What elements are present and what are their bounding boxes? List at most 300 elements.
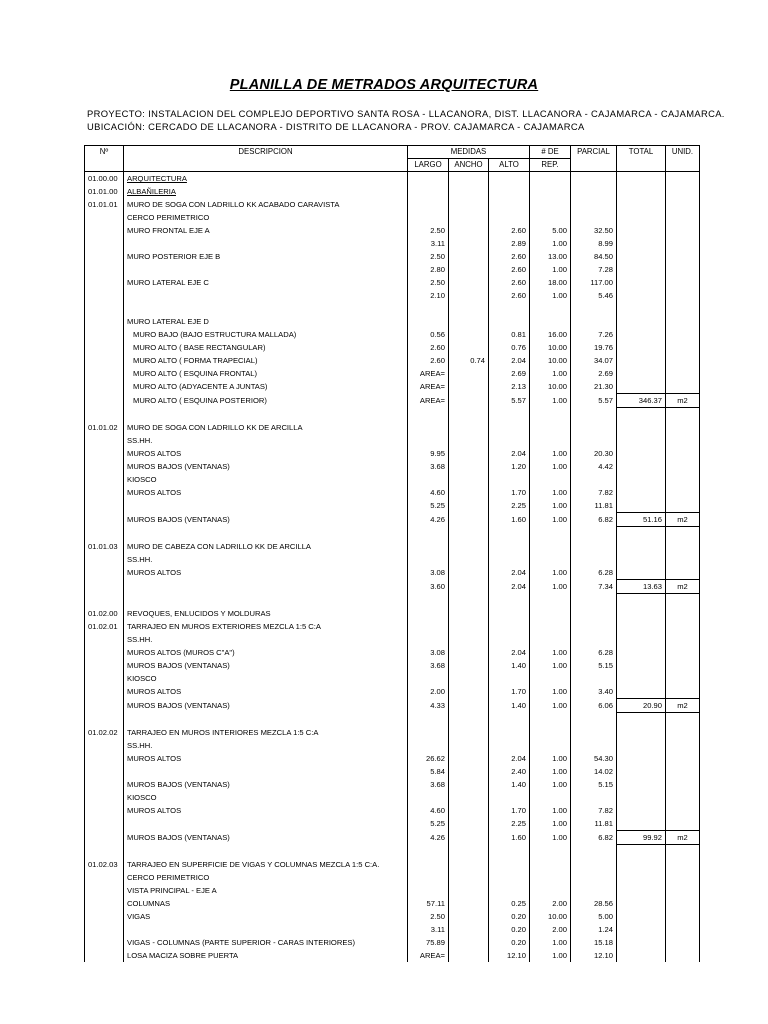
table-row bbox=[85, 486, 700, 499]
item-number bbox=[85, 936, 124, 949]
parcial-cell bbox=[571, 185, 617, 198]
largo-cell: 3.11 bbox=[408, 237, 449, 250]
description-cell: MUROS ALTOS bbox=[124, 566, 408, 580]
unid-cell bbox=[666, 765, 700, 778]
rep-cell: 2.00 bbox=[530, 923, 571, 936]
largo-cell: 9.95 bbox=[408, 447, 449, 460]
parcial-cell bbox=[571, 620, 617, 633]
table-row bbox=[85, 276, 700, 289]
parcial-cell: 12.10 bbox=[571, 949, 617, 962]
unid-cell bbox=[666, 884, 700, 897]
location-line: UBICACIÓN: CERCADO DE LLACANORA - DISTRITO DE LLACANORA - PROV. CAJAMARCA - CAJAMARCA bbox=[87, 121, 585, 132]
item-number bbox=[85, 884, 124, 897]
rep-cell bbox=[530, 845, 571, 859]
largo-cell: 2.50 bbox=[408, 276, 449, 289]
total-cell bbox=[617, 499, 666, 513]
largo-cell: 2.50 bbox=[408, 250, 449, 263]
parcial-cell: 117.00 bbox=[571, 276, 617, 289]
parcial-cell bbox=[571, 434, 617, 447]
ancho-cell bbox=[449, 699, 489, 713]
table-row bbox=[85, 646, 700, 659]
parcial-cell bbox=[571, 884, 617, 897]
alto-cell bbox=[489, 185, 530, 198]
largo-cell bbox=[408, 434, 449, 447]
total-cell bbox=[617, 804, 666, 817]
alto-cell bbox=[489, 633, 530, 646]
rep-cell: 10.00 bbox=[530, 380, 571, 394]
alto-cell bbox=[489, 858, 530, 871]
ancho-cell bbox=[449, 739, 489, 752]
description-cell: VISTA PRINCIPAL - EJE A bbox=[124, 884, 408, 897]
item-number bbox=[85, 394, 124, 408]
table-row bbox=[85, 394, 700, 408]
table-row bbox=[85, 752, 700, 765]
alto-cell: 2.60 bbox=[489, 224, 530, 237]
description-cell: MURO POSTERIOR EJE B bbox=[124, 250, 408, 263]
rep-cell bbox=[530, 434, 571, 447]
unid-cell bbox=[666, 778, 700, 791]
header-parcial: PARCIAL bbox=[571, 146, 617, 172]
table-row bbox=[85, 845, 700, 859]
table-row bbox=[85, 594, 700, 608]
ancho-cell bbox=[449, 408, 489, 422]
alto-cell bbox=[489, 607, 530, 620]
ancho-cell bbox=[449, 831, 489, 845]
total-cell bbox=[617, 817, 666, 831]
description-cell: MUROS ALTOS bbox=[124, 486, 408, 499]
parcial-cell: 11.81 bbox=[571, 817, 617, 831]
area-label: AREA= bbox=[408, 380, 449, 394]
table-row bbox=[85, 473, 700, 486]
description-cell: KIOSCO bbox=[124, 672, 408, 685]
table-row bbox=[85, 211, 700, 224]
rep-cell bbox=[530, 607, 571, 620]
table-row bbox=[85, 831, 700, 845]
item-number bbox=[85, 659, 124, 672]
description-cell: MUROS BAJOS (VENTANAS) bbox=[124, 513, 408, 527]
item-number: 01.02.02 bbox=[85, 726, 124, 739]
alto-cell bbox=[489, 726, 530, 739]
total-cell bbox=[617, 553, 666, 566]
largo-cell: 2.60 bbox=[408, 354, 449, 367]
description-cell: MURO ALTO ( BASE RECTANGULAR) bbox=[124, 341, 408, 354]
unid-cell bbox=[666, 659, 700, 672]
table-row bbox=[85, 421, 700, 434]
table-row bbox=[85, 499, 700, 513]
item-number bbox=[85, 328, 124, 341]
rep-cell: 1.00 bbox=[530, 778, 571, 791]
description-cell: MUROS BAJOS (VENTANAS) bbox=[124, 659, 408, 672]
alto-cell: 2.04 bbox=[489, 354, 530, 367]
parcial-cell: 14.02 bbox=[571, 765, 617, 778]
total-cell bbox=[617, 607, 666, 620]
item-number: 01.01.01 bbox=[85, 198, 124, 211]
unid-cell bbox=[666, 672, 700, 685]
alto-cell: 1.40 bbox=[489, 778, 530, 791]
item-number bbox=[85, 434, 124, 447]
rep-cell bbox=[530, 884, 571, 897]
largo-cell: 2.00 bbox=[408, 685, 449, 699]
rep-cell bbox=[530, 620, 571, 633]
total-cell bbox=[617, 620, 666, 633]
largo-cell: 5.25 bbox=[408, 499, 449, 513]
table-row bbox=[85, 237, 700, 250]
ancho-cell bbox=[449, 527, 489, 541]
unid-cell bbox=[666, 713, 700, 727]
table-row bbox=[85, 620, 700, 633]
ancho-cell bbox=[449, 594, 489, 608]
description-cell bbox=[124, 527, 408, 541]
table-row bbox=[85, 408, 700, 422]
table-row bbox=[85, 949, 700, 962]
alto-cell: 2.69 bbox=[489, 367, 530, 380]
table-row bbox=[85, 910, 700, 923]
largo-cell bbox=[408, 845, 449, 859]
parcial-cell bbox=[571, 607, 617, 620]
largo-cell: 0.56 bbox=[408, 328, 449, 341]
description-cell bbox=[124, 237, 408, 250]
description-cell bbox=[124, 845, 408, 859]
description-cell: MUROS BAJOS (VENTANAS) bbox=[124, 460, 408, 473]
description-cell: TARRAJEO EN MUROS INTERIORES MEZCLA 1:5 C:A bbox=[124, 726, 408, 739]
alto-cell bbox=[489, 672, 530, 685]
largo-cell: 5.25 bbox=[408, 817, 449, 831]
description-cell: ARQUITECTURA bbox=[124, 172, 408, 186]
total-cell bbox=[617, 778, 666, 791]
description-cell bbox=[124, 302, 408, 315]
parcial-cell bbox=[571, 172, 617, 186]
rep-cell: 1.00 bbox=[530, 936, 571, 949]
alto-cell bbox=[489, 594, 530, 608]
rep-cell: 18.00 bbox=[530, 276, 571, 289]
largo-cell bbox=[408, 884, 449, 897]
rep-cell bbox=[530, 739, 571, 752]
item-number bbox=[85, 845, 124, 859]
table-row bbox=[85, 566, 700, 580]
item-number bbox=[85, 315, 124, 328]
ancho-cell bbox=[449, 620, 489, 633]
unid-cell bbox=[666, 380, 700, 394]
ancho-cell bbox=[449, 607, 489, 620]
description-cell: MURO ALTO ( ESQUINA POSTERIOR) bbox=[124, 394, 408, 408]
table-row bbox=[85, 447, 700, 460]
table-row bbox=[85, 250, 700, 263]
table-row bbox=[85, 726, 700, 739]
rep-cell bbox=[530, 211, 571, 224]
total-cell bbox=[617, 185, 666, 198]
unid-cell bbox=[666, 447, 700, 460]
alto-cell: 2.60 bbox=[489, 276, 530, 289]
parcial-cell: 6.82 bbox=[571, 831, 617, 845]
item-number bbox=[85, 699, 124, 713]
description-cell: SS.HH. bbox=[124, 739, 408, 752]
total-cell bbox=[617, 845, 666, 859]
item-number bbox=[85, 871, 124, 884]
description-cell: LOSA MACIZA SOBRE PUERTA bbox=[124, 949, 408, 962]
total-cell bbox=[617, 198, 666, 211]
description-cell: KIOSCO bbox=[124, 791, 408, 804]
parcial-cell: 5.57 bbox=[571, 394, 617, 408]
largo-cell: 3.68 bbox=[408, 460, 449, 473]
largo-cell bbox=[408, 871, 449, 884]
total-cell bbox=[617, 380, 666, 394]
header-medidas: MEDIDAS bbox=[408, 146, 530, 159]
alto-cell: 0.76 bbox=[489, 341, 530, 354]
largo-cell bbox=[408, 726, 449, 739]
rep-cell bbox=[530, 594, 571, 608]
alto-cell: 2.60 bbox=[489, 289, 530, 302]
description-cell: MUROS BAJOS (VENTANAS) bbox=[124, 778, 408, 791]
total-cell bbox=[617, 211, 666, 224]
rep-cell: 2.00 bbox=[530, 897, 571, 910]
rep-cell bbox=[530, 302, 571, 315]
description-cell bbox=[124, 580, 408, 594]
total-cell bbox=[617, 540, 666, 553]
parcial-cell bbox=[571, 211, 617, 224]
unid-cell bbox=[666, 224, 700, 237]
parcial-cell bbox=[571, 198, 617, 211]
item-number: 01.01.00 bbox=[85, 185, 124, 198]
total-cell bbox=[617, 739, 666, 752]
description-cell bbox=[124, 765, 408, 778]
ancho-cell bbox=[449, 923, 489, 936]
alto-cell bbox=[489, 315, 530, 328]
rep-cell bbox=[530, 713, 571, 727]
total-cell bbox=[617, 752, 666, 765]
alto-cell bbox=[489, 421, 530, 434]
item-number bbox=[85, 778, 124, 791]
item-number bbox=[85, 739, 124, 752]
parcial-cell bbox=[571, 739, 617, 752]
ancho-cell bbox=[449, 380, 489, 394]
total-cell bbox=[617, 923, 666, 936]
description-cell bbox=[124, 713, 408, 727]
area-label: AREA= bbox=[408, 949, 449, 962]
ancho-cell bbox=[449, 910, 489, 923]
item-number bbox=[85, 276, 124, 289]
description-cell: MUROS ALTOS bbox=[124, 685, 408, 699]
ancho-cell bbox=[449, 224, 489, 237]
alto-cell: 1.70 bbox=[489, 804, 530, 817]
ancho-cell bbox=[449, 421, 489, 434]
ancho-cell bbox=[449, 646, 489, 659]
unid-cell bbox=[666, 328, 700, 341]
description-cell bbox=[124, 263, 408, 276]
largo-cell bbox=[408, 620, 449, 633]
alto-cell: 2.04 bbox=[489, 580, 530, 594]
total-cell bbox=[617, 328, 666, 341]
unid-cell bbox=[666, 302, 700, 315]
item-number bbox=[85, 817, 124, 831]
item-number bbox=[85, 302, 124, 315]
alto-cell: 1.70 bbox=[489, 685, 530, 699]
rep-cell: 1.00 bbox=[530, 765, 571, 778]
unid-cell bbox=[666, 685, 700, 699]
unid-cell bbox=[666, 211, 700, 224]
total-cell: 99.92 bbox=[617, 831, 666, 845]
unid-cell bbox=[666, 845, 700, 859]
table-row bbox=[85, 513, 700, 527]
alto-cell bbox=[489, 408, 530, 422]
item-number bbox=[85, 949, 124, 962]
total-cell bbox=[617, 354, 666, 367]
alto-cell bbox=[489, 540, 530, 553]
table-row bbox=[85, 936, 700, 949]
largo-cell: 5.84 bbox=[408, 765, 449, 778]
parcial-cell bbox=[571, 672, 617, 685]
rep-cell bbox=[530, 315, 571, 328]
description-cell: MUROS BAJOS (VENTANAS) bbox=[124, 699, 408, 713]
total-cell bbox=[617, 949, 666, 962]
table-row bbox=[85, 540, 700, 553]
total-cell bbox=[617, 936, 666, 949]
largo-cell: 4.26 bbox=[408, 513, 449, 527]
alto-cell: 2.04 bbox=[489, 752, 530, 765]
ancho-cell bbox=[449, 263, 489, 276]
rep-cell bbox=[530, 540, 571, 553]
table-row bbox=[85, 739, 700, 752]
metrados-table bbox=[84, 145, 700, 962]
rep-cell: 1.00 bbox=[530, 460, 571, 473]
ancho-cell bbox=[449, 659, 489, 672]
item-number: 01.01.02 bbox=[85, 421, 124, 434]
ancho-cell bbox=[449, 804, 489, 817]
description-cell: SS.HH. bbox=[124, 434, 408, 447]
unid-cell bbox=[666, 499, 700, 513]
alto-cell: 1.40 bbox=[489, 699, 530, 713]
parcial-cell bbox=[571, 594, 617, 608]
ancho-cell bbox=[449, 845, 489, 859]
alto-cell: 0.20 bbox=[489, 936, 530, 949]
description-cell bbox=[124, 923, 408, 936]
parcial-cell: 7.34 bbox=[571, 580, 617, 594]
rep-cell: 1.00 bbox=[530, 804, 571, 817]
total-cell bbox=[617, 858, 666, 871]
description-cell: KIOSCO bbox=[124, 473, 408, 486]
table-row bbox=[85, 460, 700, 473]
description-cell: MUROS ALTOS bbox=[124, 804, 408, 817]
table-row bbox=[85, 224, 700, 237]
rep-cell: 1.00 bbox=[530, 659, 571, 672]
table-row bbox=[85, 713, 700, 727]
alto-cell: 1.60 bbox=[489, 513, 530, 527]
table-row bbox=[85, 923, 700, 936]
item-number bbox=[85, 910, 124, 923]
ancho-cell bbox=[449, 394, 489, 408]
alto-cell: 2.89 bbox=[489, 237, 530, 250]
parcial-cell: 5.46 bbox=[571, 289, 617, 302]
ancho-cell bbox=[449, 713, 489, 727]
item-number bbox=[85, 354, 124, 367]
total-cell bbox=[617, 408, 666, 422]
parcial-cell: 5.15 bbox=[571, 778, 617, 791]
total-cell: 20.90 bbox=[617, 699, 666, 713]
unid-cell bbox=[666, 315, 700, 328]
table-row bbox=[85, 685, 700, 699]
parcial-cell: 4.42 bbox=[571, 460, 617, 473]
alto-cell: 2.04 bbox=[489, 447, 530, 460]
description-cell: COLUMNAS bbox=[124, 897, 408, 910]
parcial-cell bbox=[571, 421, 617, 434]
alto-cell: 0.81 bbox=[489, 328, 530, 341]
area-label: AREA= bbox=[408, 367, 449, 380]
parcial-cell: 3.40 bbox=[571, 685, 617, 699]
parcial-cell: 15.18 bbox=[571, 936, 617, 949]
unid-cell: m2 bbox=[666, 513, 700, 527]
unid-cell bbox=[666, 923, 700, 936]
ancho-cell bbox=[449, 540, 489, 553]
largo-cell bbox=[408, 672, 449, 685]
ancho-cell bbox=[449, 185, 489, 198]
ancho-cell bbox=[449, 765, 489, 778]
alto-cell bbox=[489, 884, 530, 897]
parcial-cell: 6.06 bbox=[571, 699, 617, 713]
description-cell: MUROS BAJOS (VENTANAS) bbox=[124, 831, 408, 845]
description-cell bbox=[124, 594, 408, 608]
largo-cell bbox=[408, 408, 449, 422]
rep-cell: 5.00 bbox=[530, 224, 571, 237]
rep-cell: 1.00 bbox=[530, 699, 571, 713]
unid-cell bbox=[666, 527, 700, 541]
item-number bbox=[85, 237, 124, 250]
parcial-cell: 6.28 bbox=[571, 646, 617, 659]
table-row bbox=[85, 765, 700, 778]
alto-cell: 5.57 bbox=[489, 394, 530, 408]
ancho-cell bbox=[449, 473, 489, 486]
total-cell bbox=[617, 566, 666, 580]
ancho-cell bbox=[449, 633, 489, 646]
ancho-cell bbox=[449, 672, 489, 685]
ancho-cell bbox=[449, 447, 489, 460]
parcial-cell bbox=[571, 726, 617, 739]
project-line: PROYECTO: INSTALACION DEL COMPLEJO DEPORTIVO SANTA ROSA - LLACANORA, DIST. LLACANORA - CAJAMARCA - CAJAMARCA. bbox=[87, 108, 725, 119]
description-cell: MURO DE SOGA CON LADRILLO KK DE ARCILLA bbox=[124, 421, 408, 434]
total-cell bbox=[617, 341, 666, 354]
ancho-cell bbox=[449, 752, 489, 765]
description-cell: MURO LATERAL EJE C bbox=[124, 276, 408, 289]
alto-cell bbox=[489, 713, 530, 727]
unid-cell bbox=[666, 198, 700, 211]
parcial-cell bbox=[571, 473, 617, 486]
ancho-cell bbox=[449, 198, 489, 211]
page-title: PLANILLA DE METRADOS ARQUITECTURA bbox=[229, 77, 539, 93]
total-cell bbox=[617, 791, 666, 804]
ancho-cell bbox=[449, 367, 489, 380]
table-row bbox=[85, 672, 700, 685]
rep-cell: 1.00 bbox=[530, 949, 571, 962]
table-row bbox=[85, 817, 700, 831]
ancho-cell bbox=[449, 778, 489, 791]
total-cell bbox=[617, 434, 666, 447]
largo-cell: 4.60 bbox=[408, 804, 449, 817]
header-descripcion: DESCRIPCION bbox=[124, 146, 408, 172]
table-row bbox=[85, 367, 700, 380]
parcial-cell bbox=[571, 315, 617, 328]
rep-cell: 13.00 bbox=[530, 250, 571, 263]
unid-cell bbox=[666, 289, 700, 302]
parcial-cell: 7.28 bbox=[571, 263, 617, 276]
alto-cell bbox=[489, 620, 530, 633]
total-cell bbox=[617, 473, 666, 486]
alto-cell bbox=[489, 302, 530, 315]
description-cell: SS.HH. bbox=[124, 633, 408, 646]
item-number bbox=[85, 473, 124, 486]
item-number bbox=[85, 367, 124, 380]
largo-cell bbox=[408, 315, 449, 328]
description-cell bbox=[124, 408, 408, 422]
parcial-cell bbox=[571, 408, 617, 422]
unid-cell bbox=[666, 739, 700, 752]
